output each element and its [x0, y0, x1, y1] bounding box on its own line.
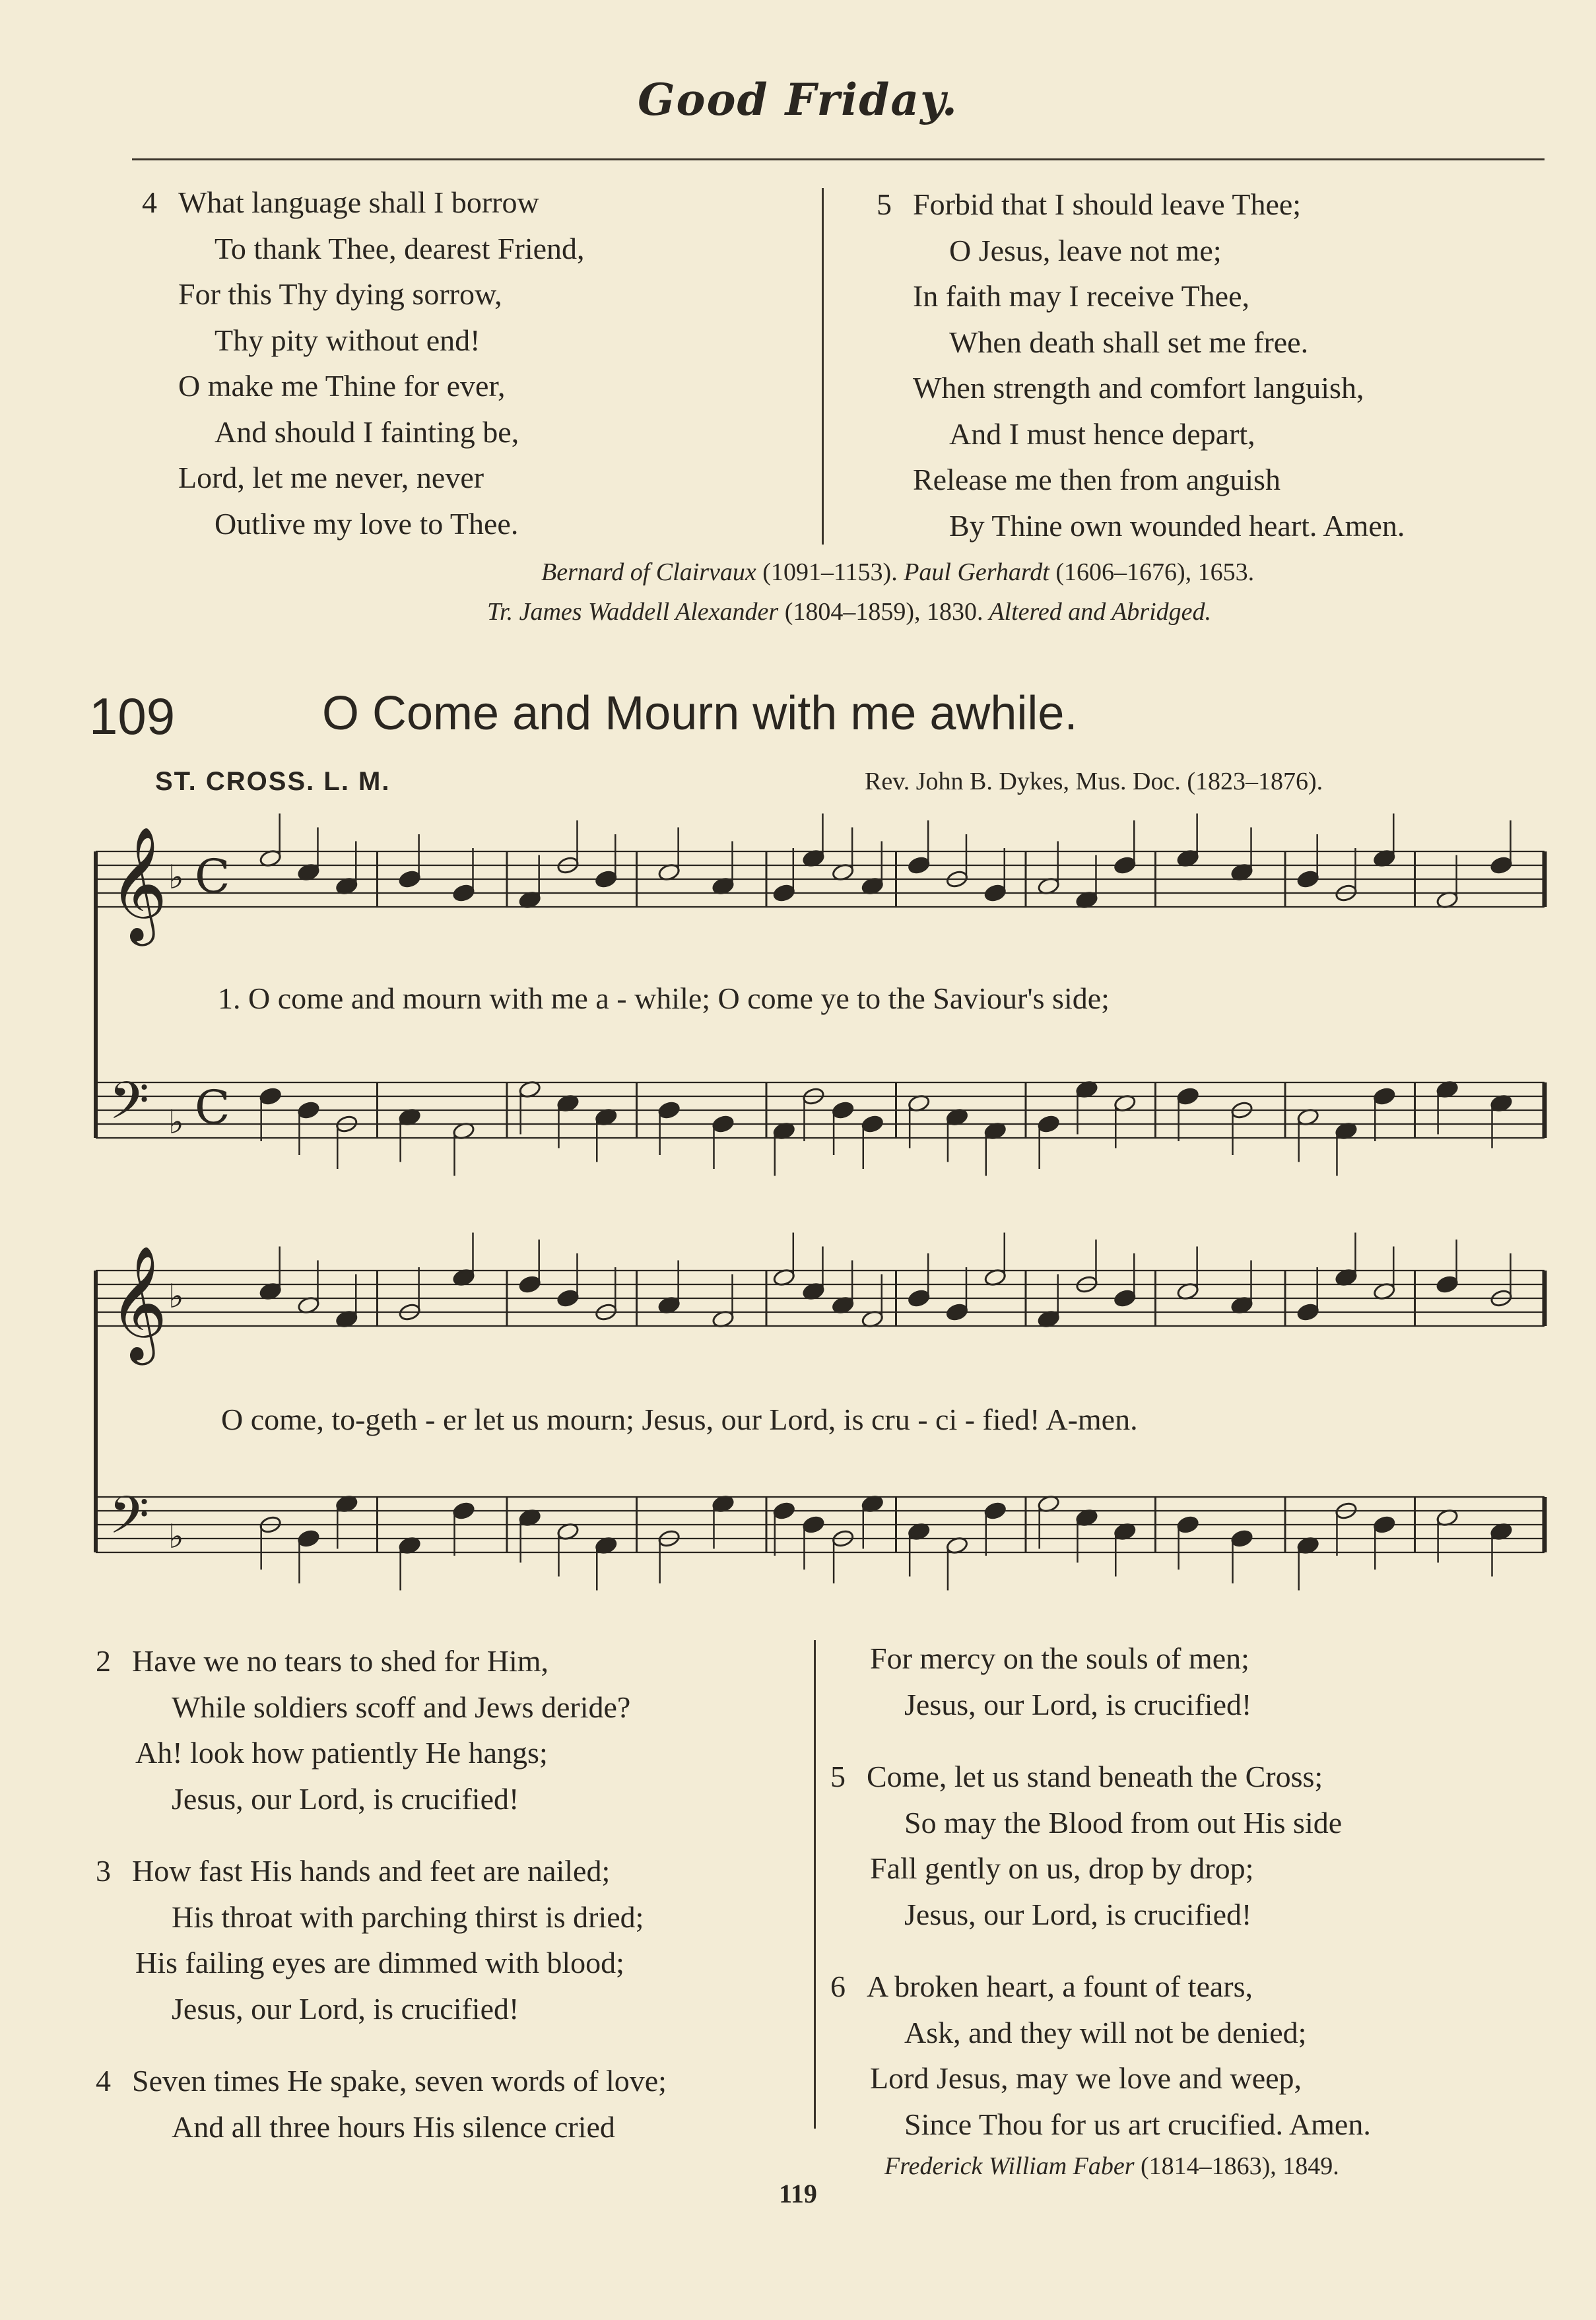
author-name: Paul Gerhardt: [904, 558, 1049, 586]
note-head: [1296, 869, 1319, 888]
note-head: [772, 883, 795, 902]
stanza-line: 4 Seven times He spake, seven words of love;: [96, 2058, 667, 2104]
stanza-line: By Thine own wounded heart. Amen.: [949, 508, 1405, 543]
hymn-left-stanzas: [96, 1638, 667, 2150]
column-divider: [814, 1640, 816, 2129]
stanza-line: 6 A broken heart, a fount of tears,: [830, 1964, 1371, 2010]
previous-hymn-credit-line-2: Tr. James Waddell Alexander (1804–1859), 1830. Altered and Abridged.: [487, 598, 1212, 626]
stanza-line: Lord Jesus, may we love and weep,: [870, 2061, 1302, 2095]
treble-clef-icon: 𝄞: [109, 1245, 168, 1360]
flat-sign-icon: ♭: [168, 858, 184, 896]
flat-sign-icon: ♭: [168, 1277, 184, 1315]
note-head: [556, 1288, 580, 1308]
note-head: [259, 1086, 282, 1106]
stanza-line: Jesus, our Lord, is crucified!: [904, 1897, 1252, 1931]
stanza-number: 4: [142, 185, 157, 219]
note-head: [1373, 1086, 1396, 1106]
stanza-line: O make me Thine for ever,: [178, 369, 506, 403]
treble-clef-icon: 𝄞: [109, 826, 168, 941]
stanza-line: His failing eyes are dimmed with blood;: [135, 1946, 624, 1979]
stanza-line: And I must hence depart,: [949, 416, 1255, 451]
section-title: Good Friday.: [638, 74, 958, 125]
stanza-line: For this Thy dying sorrow,: [178, 277, 502, 311]
author-name: Frederick William Faber: [884, 2152, 1135, 2180]
common-time-icon: C: [195, 1080, 230, 1135]
previous-hymn-credit-line-1: Bernard of Clairvaux (1091–1153). Paul Gerhardt (1606–1676), 1653.: [541, 558, 1255, 586]
stanza-line: 2 Have we no tears to shed for Him,: [96, 1638, 667, 1684]
lyric-line-1: 1. O come and mourn with me a - while; O come ye to the Saviour's side;: [218, 981, 1110, 1015]
stanza-line: Outlive my love to Thee.: [215, 506, 519, 541]
note-head: [1490, 855, 1513, 875]
stanza-line: Jesus, our Lord, is crucified!: [904, 1687, 1252, 1721]
translator-name: Tr. James Waddell Alexander: [487, 598, 779, 626]
stanza-line: And should I fainting be,: [215, 414, 519, 449]
stanza-line: 4 What language shall I borrow: [142, 180, 585, 226]
note-head: [1176, 1086, 1199, 1106]
flat-sign-icon: ♭: [168, 1103, 184, 1141]
note-head: [1114, 1288, 1137, 1308]
stanza-line: In faith may I receive Thee,: [913, 279, 1249, 313]
note-head: [861, 1114, 884, 1133]
stanza-line: Release me then from anguish: [913, 463, 1280, 496]
stanza-line: 5 Come, let us stand beneath the Cross;: [830, 1754, 1371, 1800]
note-head: [908, 1288, 931, 1308]
stanza-line: Fall gently on us, drop by drop;: [870, 1851, 1254, 1885]
note-head: [595, 869, 618, 888]
stanza-line: Ask, and they will not be denied;: [904, 2015, 1307, 2049]
note-head: [297, 1100, 320, 1119]
stanza-line: For mercy on the souls of men;: [870, 1641, 1249, 1675]
bass-clef-icon: 𝄢: [109, 1486, 150, 1558]
stanza-number: 3: [96, 1854, 111, 1888]
note-head: [1176, 1515, 1199, 1534]
note-head: [518, 1275, 541, 1294]
hymn-number: 109: [89, 687, 176, 745]
note-head: [802, 1515, 825, 1534]
hymn-title: O Come and Mourn with me awhile.: [322, 687, 1078, 740]
note-head: [398, 869, 421, 888]
note-head: [945, 1302, 968, 1321]
tune-name: ST. CROSS. L. M.: [155, 767, 391, 796]
lyric-line-2: O come, to-geth - er let us mourn; Jesus, our Lord, is cru - ci - fied! A-men.: [221, 1403, 1138, 1436]
hymn-right-stanzas: [830, 1636, 1371, 2147]
author-name: Bernard of Clairvaux: [541, 558, 756, 586]
stanza-number: 5: [830, 1760, 846, 1793]
stanza-line: So may the Blood from out His side: [904, 1805, 1343, 1839]
note-head: [983, 883, 1007, 902]
note-head: [452, 883, 475, 902]
composer-credit: Rev. John B. Dykes, Mus. Doc. (1823–1876).: [865, 768, 1323, 795]
note-head: [908, 855, 931, 875]
stanza-line: When strength and comfort languish,: [913, 371, 1364, 405]
stanza-number: 5: [877, 187, 892, 221]
stanza-line: When death shall set me free.: [949, 325, 1309, 359]
stanza-line: 3 How fast His hands and feet are nailed;: [96, 1848, 667, 1894]
edit-note: Altered and Abridged.: [989, 598, 1212, 626]
stanza-number: 2: [96, 1644, 111, 1678]
stanza-line: O Jesus, leave not me;: [949, 233, 1222, 267]
stanza-line: To thank Thee, dearest Friend,: [215, 231, 585, 265]
note-head: [1037, 1114, 1060, 1133]
stanza-line: And all three hours His silence cried: [172, 2109, 615, 2144]
stanza-line: Thy pity without end!: [215, 323, 481, 357]
note-head: [657, 1100, 681, 1119]
note-head: [1296, 1302, 1319, 1321]
note-head: [1230, 1529, 1253, 1548]
note-head: [772, 1501, 795, 1520]
stanza-number: 4: [96, 2064, 111, 2098]
stanza-number: 6: [830, 1970, 846, 2003]
note-head: [1114, 855, 1137, 875]
stanza-line: Since Thou for us art crucified. Amen.: [904, 2107, 1371, 2141]
stanza-line: His throat with parching thirst is dried;: [172, 1900, 644, 1934]
stanza-line: Jesus, our Lord, is crucified!: [172, 1781, 519, 1816]
stanza-line: 5 Forbid that I should leave Thee;: [877, 182, 1405, 228]
stanza-line: While soldiers scoff and Jews deride?: [172, 1690, 631, 1724]
note-head: [297, 1529, 320, 1548]
stanza-line: Jesus, our Lord, is crucified!: [172, 1991, 519, 2026]
note-head: [832, 1100, 855, 1119]
note-head: [712, 1114, 735, 1133]
note-head: [1373, 1515, 1396, 1534]
note-head: [1436, 1275, 1459, 1294]
common-time-icon: C: [195, 849, 230, 904]
stanza-line: Ah! look how patiently He hangs;: [135, 1736, 548, 1770]
flat-sign-icon: ♭: [168, 1517, 184, 1556]
page-number: 119: [779, 2179, 817, 2208]
hymn-author-credit: Frederick William Faber (1814–1863), 1849.: [884, 2152, 1339, 2180]
note-head: [452, 1501, 475, 1520]
note-head: [983, 1501, 1007, 1520]
bass-clef-icon: 𝄢: [109, 1071, 150, 1144]
stanza-line: Lord, let me never, never: [178, 461, 484, 494]
